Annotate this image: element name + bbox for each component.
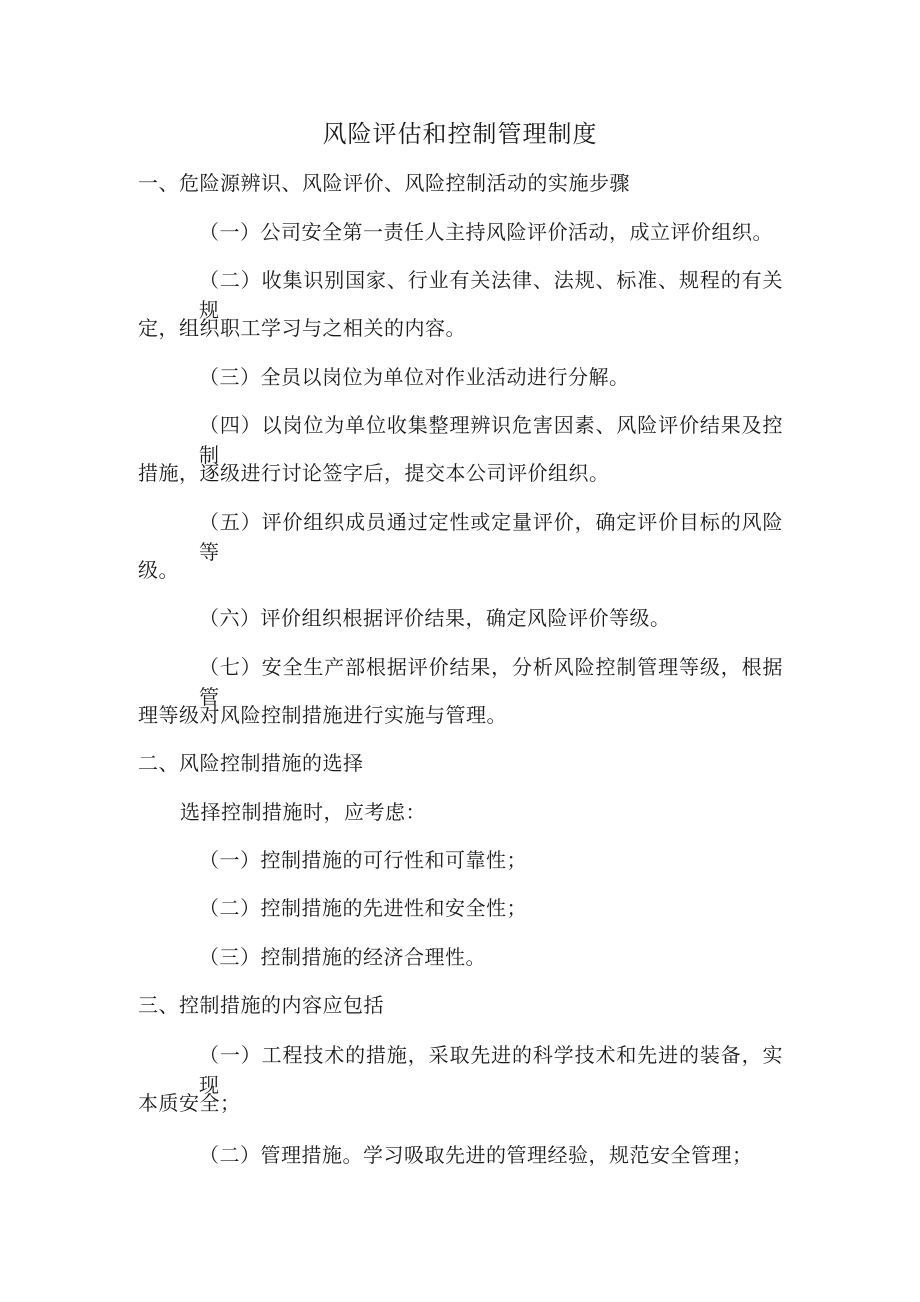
paragraph-line: 措施，逐级进行讨论签字后，提交本公司评价组织。 bbox=[138, 461, 610, 485]
paragraph-line: 定，组织职工学习与之相关的内容。 bbox=[138, 316, 466, 340]
paragraph-line: （一）公司安全第一责任人主持风险评价活动，成立评价组织。 bbox=[199, 220, 773, 244]
paragraph-line: 级。 bbox=[138, 558, 179, 582]
paragraph-line: （六）评价组织根据评价结果，确定风险评价等级。 bbox=[199, 606, 671, 630]
paragraph-line: （四）以岗位为单位收集整理辨识危害因素、风险评价结果及控制 bbox=[199, 413, 783, 467]
paragraph-line: （一）工程技术的措施，采取先进的科学技术和先进的装备，实现 bbox=[199, 1043, 783, 1097]
paragraph-line: 理等级对风险控制措施进行实施与管理。 bbox=[138, 703, 507, 727]
paragraph-line: 选择控制措施时，应考虑： bbox=[180, 800, 426, 824]
paragraph-line: （二）收集识别国家、行业有关法律、法规、标准、规程的有关规 bbox=[199, 268, 783, 322]
paragraph-line: （七）安全生产部根据评价结果，分析风险控制管理等级，根据管 bbox=[199, 655, 783, 709]
paragraph-line: （五）评价组织成员通过定性或定量评价，确定评价目标的风险等 bbox=[199, 510, 783, 564]
paragraph-line: （三）全员以岗位为单位对作业活动进行分解。 bbox=[199, 365, 630, 389]
document-title: 风险评估和控制管理制度 bbox=[322, 120, 598, 148]
paragraph-line: （三）控制措施的经济合理性。 bbox=[199, 945, 486, 969]
section-heading-3: 三、控制措施的内容应包括 bbox=[138, 993, 384, 1017]
section-heading-2: 二、风险控制措施的选择 bbox=[138, 751, 364, 775]
paragraph-line: （二）管理措施。学习吸取先进的管理经验，规范安全管理； bbox=[199, 1143, 753, 1167]
paragraph-line: （二）控制措施的先进性和安全性； bbox=[199, 896, 527, 920]
section-heading-1: 一、危险源辨识、风险评价、风险控制活动的实施步骤 bbox=[138, 171, 630, 195]
paragraph-line: 本质安全； bbox=[138, 1091, 241, 1115]
paragraph-line: （一）控制措施的可行性和可靠性； bbox=[199, 848, 527, 872]
